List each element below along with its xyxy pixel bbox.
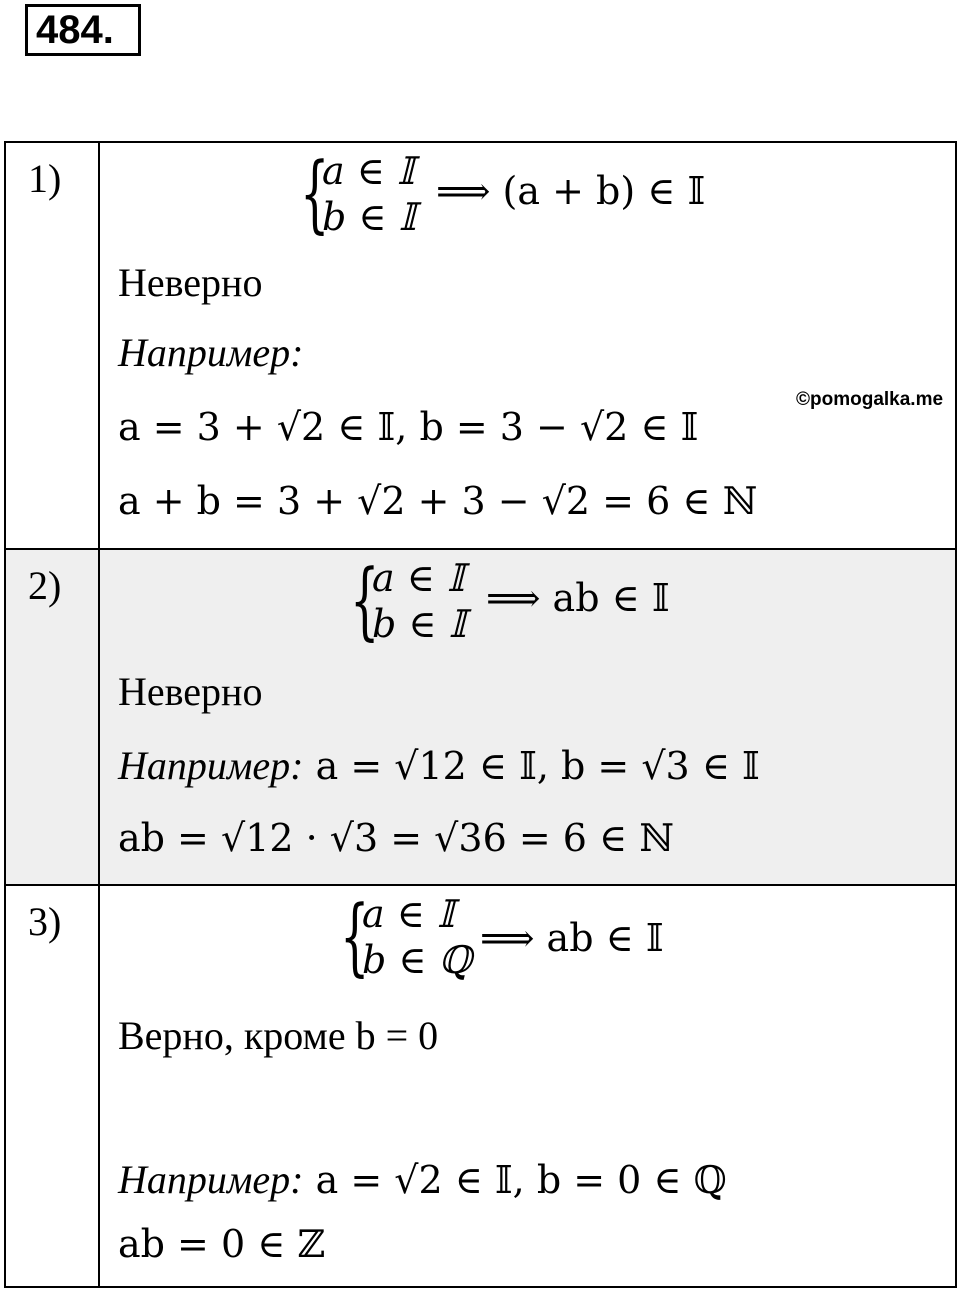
system-line: b ∈ ℚ [362, 938, 472, 982]
solution-table [4, 141, 957, 1288]
problem-number: 484. [25, 4, 141, 56]
system-line: b ∈ 𝕀 [372, 602, 467, 646]
example-line: ab = 0 ∈ ℤ [118, 1222, 326, 1266]
table-row [5, 885, 956, 1287]
example-line: a = 3 + √2 ∈ 𝕀, b = 3 − √2 ∈ 𝕀 [118, 405, 699, 449]
example-line [118, 742, 760, 789]
verdict: Неверно [118, 669, 263, 714]
watermark: ©pomogalka.me [796, 389, 944, 410]
example-label: Например: [118, 1157, 304, 1202]
example-line: ab = √12 · √3 = √36 = 6 ∈ ℕ [118, 816, 674, 860]
example-math: a = √2 ∈ 𝕀, b = 0 ∈ ℚ [303, 1158, 727, 1202]
example-line [118, 1156, 727, 1203]
system-result: ⟹ ab ∈ 𝕀 [486, 576, 670, 620]
row-content [99, 142, 956, 549]
system-result: ⟹ (a + b) ∈ 𝕀 [436, 169, 706, 213]
example-label: Например: [118, 743, 304, 788]
row-label: 3) [5, 885, 99, 1287]
row-label: 1) [5, 142, 99, 549]
brace-symbol: { [340, 887, 370, 985]
example-math: a = √12 ∈ 𝕀, b = √3 ∈ 𝕀 [303, 744, 760, 788]
table-row [5, 142, 956, 549]
table-row [5, 549, 956, 885]
verdict: Верно, кроме b = 0 [118, 1013, 439, 1058]
brace-symbol: { [350, 551, 380, 649]
system-line: a ∈ 𝕀 [372, 556, 465, 600]
system-line: a ∈ 𝕀 [362, 892, 455, 936]
example-line: a + b = 3 + √2 + 3 − √2 = 6 ∈ ℕ [118, 479, 758, 523]
row-label: 2) [5, 549, 99, 885]
row-content [99, 885, 956, 1287]
row-content [99, 549, 956, 885]
verdict: Неверно [118, 260, 263, 305]
system-line: b ∈ 𝕀 [322, 195, 417, 239]
example-label: Например: [118, 330, 304, 375]
system-result: ⟹ ab ∈ 𝕀 [480, 916, 664, 960]
brace-symbol: { [300, 144, 330, 242]
system-line: a ∈ 𝕀 [322, 149, 415, 193]
